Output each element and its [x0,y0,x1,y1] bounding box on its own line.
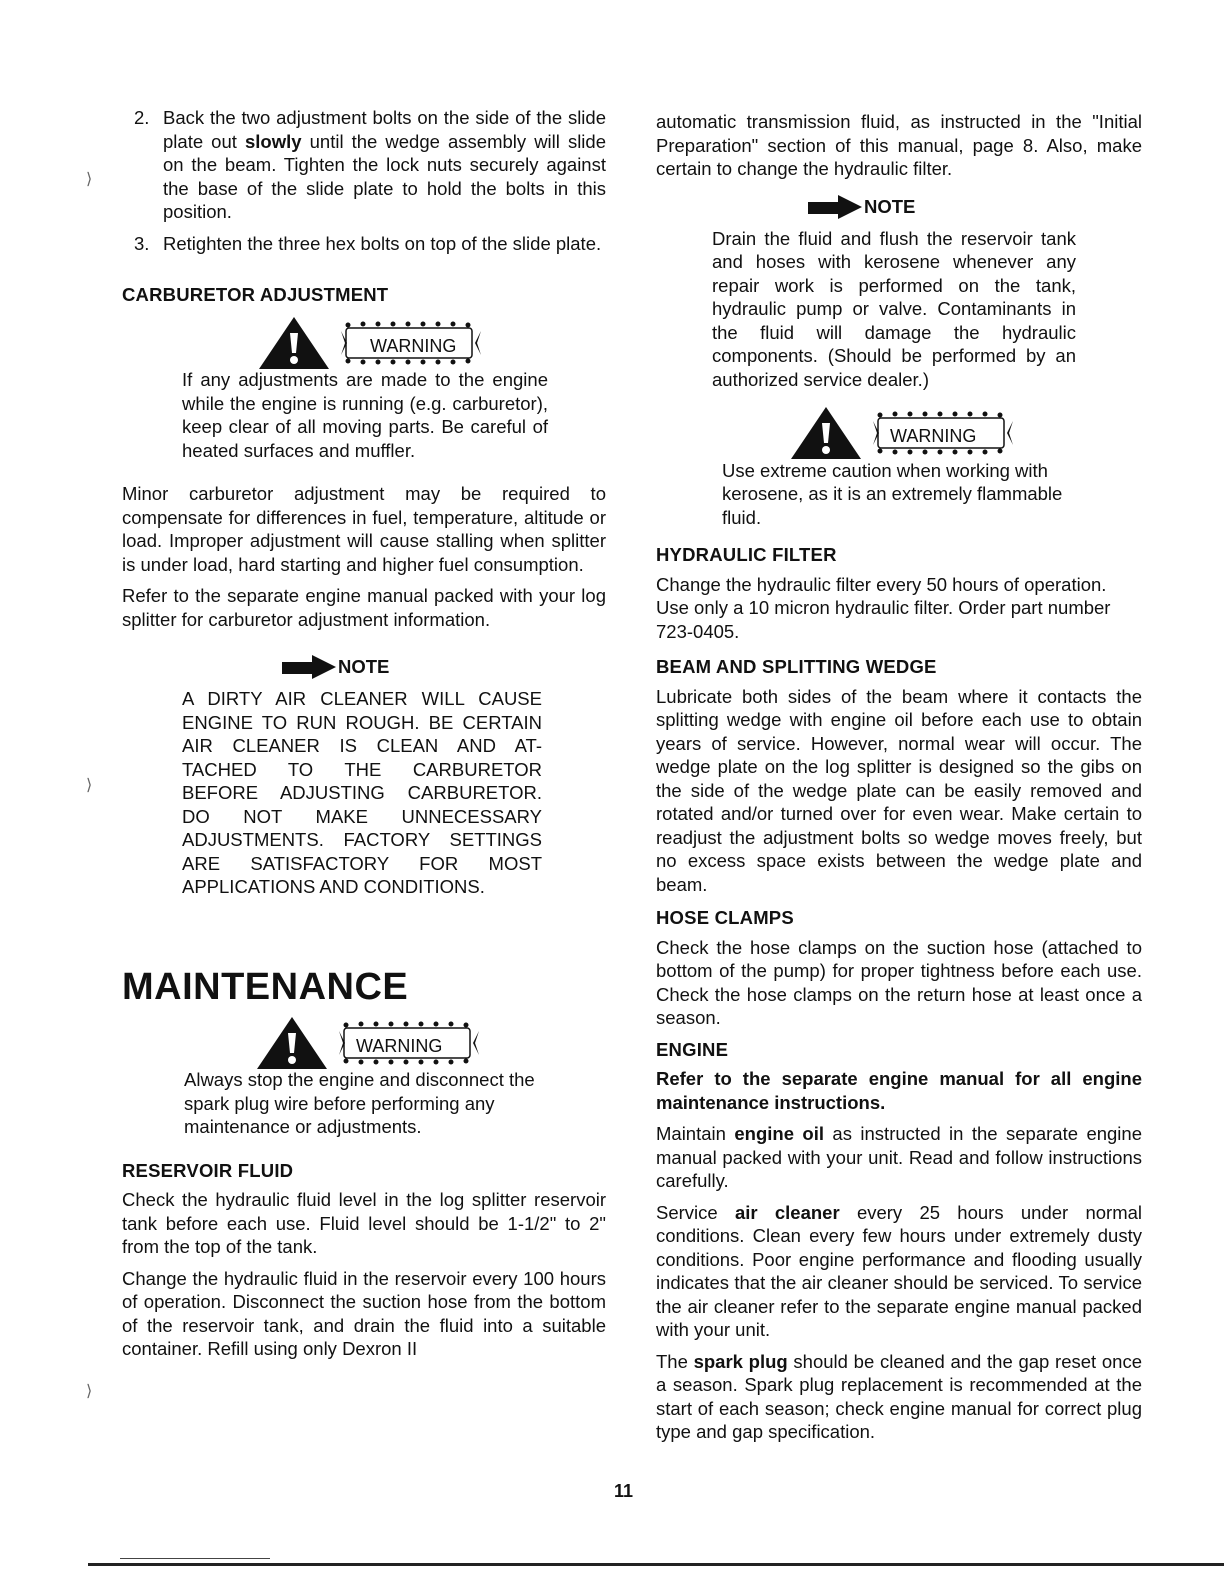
maintenance-warning-text: Always stop the engine and disconnect the spark plug wire before performing any maintenance or adjustments. [184,1069,535,1137]
note-line: ARE SATISFACTORY FOR MOST [182,852,542,874]
carburetor-paragraph: Minor carburetor adjustment may be required to compensate for differences in fuel, temperature, altitude or load. Improper adjustment will cause stalling when splitter is under load, hard starting and higher fuel consumption. [122,483,606,575]
engine-heading: ENGINE [656,1038,729,1060]
paragraph-text: every 25 hours under normal conditions. Clean every few hours under extremely dusty conditions. Poor engine performance and flooding usually indicates that the air cleaner should be serviced. To service the air cleaner refer to the separate engine manual packed with your unit. [656,1201,1142,1340]
note-line: ENGINE TO RUN ROUGH. BE CERTAIN [182,711,542,733]
warning-triangle-icon [256,313,332,371]
note-header [282,655,606,679]
note-line: APPLICATIONS AND CONDITIONS. [182,876,485,897]
spark-plug-paragraph [656,1350,1142,1444]
note-body [182,687,542,899]
paragraph-text: as instructed in the separate engine manual packed with your unit. Read and follow instructions carefully. [656,1123,1142,1191]
paragraph-emphasis: air cleaner [734,1201,840,1223]
note-label: NOTE [338,656,390,678]
step-number: 3. [134,232,150,254]
note-line: DO NOT MAKE UNNECESSARY [182,805,542,827]
note-line: AIR CLEANER IS CLEAN AND AT- [182,735,542,756]
step-emphasis: slowly [244,130,302,152]
step-text: until the wedge assembly will slide on the beam. Tighten the lock nuts securely against the base of the slide plate to hold the bolts in this position. [163,130,606,222]
note-text: Drain the fluid and flush the reservoir tank and hoses with kerosene whenever any repair work is performed on the tank, hydraulic pump or valve. Contaminants in the fluid will damage the hydraulic components. (Should be performed by an authorized service dealer.) [712,227,1076,390]
step-3 [122,232,606,256]
step-text: Retighten the three hex bolts on top of the slide plate. [163,232,602,254]
step-2 [122,106,606,224]
carburetor-paragraph: Refer to the separate engine manual packed with your log splitter for carburetor adjustment information. [122,585,606,630]
maintenance-warning-label: WARNING [356,1035,443,1056]
footer-rule [120,1558,270,1559]
warning-triangle-icon [788,403,864,461]
beam-text: Lubricate both sides of the beam where it contacts the splitting wedge with engine oil before each use to obtain years of service. However, normal wear will occur. The wedge plate on the log splitter is designed so the gibs on the side of the wedge plate can be easily removed and rotated and/or turned over for even wear. Make certain to readjust the adjustment bolts so wedge moves freely, but no excess space exists between the wedge plate and beam. [656,685,1142,895]
filter-text: Change the hydraulic filter every 50 hours of operation. Use only a 10 micron hydraulic filter. Order part number 723-0405. [656,573,1111,642]
engine-instruction: Refer to the separate engine manual for all engine maintenance instructions. [656,1068,1142,1113]
paragraph-text: Service [656,1201,735,1223]
reservoir-heading: RESERVOIR FLUID [122,1159,294,1181]
page-number: 11 [614,1481,634,1501]
right-column [656,110,1142,1452]
note-line: A DIRTY AIR CLEANER WILL CAUSE [182,688,542,709]
binding-mark: ⟩ [86,777,93,794]
note-line: ADJUSTMENTS. FACTORY SETTINGS [182,829,542,850]
note-header [808,195,1142,219]
air-cleaner-paragraph [656,1201,1142,1342]
kerosene-warning-label: WARNING [890,426,977,446]
arrow-right-icon [282,655,336,679]
reservoir-paragraph: Check the hydraulic fluid level in the log splitter reservoir tank before each use. Fluid level should be 1-1/2" to 2" from the top of the tank. [122,1189,606,1257]
carburetor-heading: CARBURETOR ADJUSTMENT [122,284,389,305]
binding-mark: ⟩ [86,171,93,188]
kerosene-warning-text: Use extreme caution when working with kerosene, as it is an extremely flammable fluid. [722,459,1063,528]
filter-heading: HYDRAULIC FILTER [656,544,837,565]
carburetor-warning-text: If any adjustments are made to the engine while the engine is running (e.g. carburetor), keep clear of all moving parts. Be careful of heated surfaces and muffler. [182,369,548,461]
hose-text: Check the hose clamps on the suction hose (attached to bottom of the pump) for proper tightness before each use. Check the hose clamps on the return hose at least once a season. [656,936,1142,1028]
paragraph-text: The [656,1350,694,1372]
reservoir-paragraph: Change the hydraulic fluid in the reservoir every 100 hours of operation. Disconnect the suction hose from the bottom of the reservoir tank, and drain the fluid into a suitable container. Refill using only Dexron II [122,1267,606,1359]
step-number: 2. [134,107,150,128]
maintenance-title: MAINTENANCE [122,965,409,1008]
paragraph-emphasis: spark plug [693,1350,788,1372]
paragraph-text: should be cleaned and the gap reset once a season. Spark plug replacement is recommended at the start of each season; check engine manual for correct plug type and gap specification. [656,1350,1142,1442]
continued-paragraph: automatic transmission fluid, as instructed in the "Initial Preparation" section of this manual, page 8. Also, make certain to change the hydraulic filter. [656,111,1142,179]
binding-mark: ⟩ [86,1383,93,1400]
left-column [122,106,606,1369]
carburetor-warning-label: WARNING [370,335,457,356]
warning-triangle-icon [254,1013,330,1071]
note-label: NOTE [864,195,916,217]
beam-heading: BEAM AND SPLITTING WEDGE [656,656,937,677]
footer-rule [88,1563,1224,1566]
arrow-right-icon [808,195,862,219]
paragraph-emphasis: engine oil [734,1123,824,1144]
engine-oil-paragraph [656,1122,1142,1193]
note-line: BEFORE ADJUSTING CARBURETOR. [182,782,542,803]
hose-heading: HOSE CLAMPS [656,907,794,928]
paragraph-text: Maintain [656,1123,735,1144]
step-text: Back the two adjustment bolts on the side of the slide plate out [163,107,606,152]
note-line: TACHED TO THE CARBURETOR [182,758,542,780]
